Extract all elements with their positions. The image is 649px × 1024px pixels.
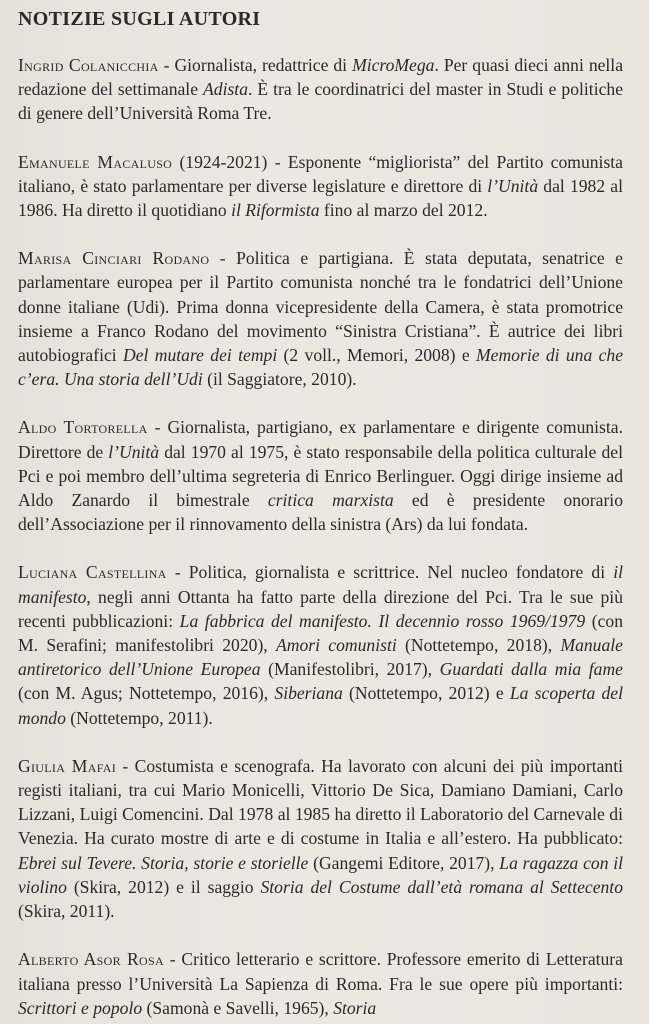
italic-title: Del mutare dei tempi: [123, 345, 278, 366]
italic-title: Siberiana: [274, 683, 343, 704]
entry-text: (Samonà e Savelli, 1965),: [142, 997, 334, 1018]
entry-text: fino al marzo del 2012.: [319, 200, 488, 221]
italic-title: Storia: [333, 997, 377, 1018]
author-name: Luciana Castellina: [18, 562, 167, 583]
entry-text: (Gangemi Editore, 2017),: [308, 852, 500, 873]
author-entry: [18, 947, 623, 1020]
italic-title: Amori comunisti: [276, 635, 397, 656]
entry-text: (2 voll., Memori, 2008) e: [277, 345, 476, 366]
entry-text: (Nottetempo, 2011).: [65, 707, 213, 728]
entry-text: . È tra le coordinatrici del master in Studi e politiche di genere dell’Università Roma Tre.: [18, 79, 623, 124]
italic-title: il Riformista: [231, 200, 320, 221]
italic-title: critica marxista: [267, 490, 394, 511]
italic-title: l’Unità: [108, 441, 160, 462]
author-name: Giulia Mafai: [18, 755, 117, 776]
entry-text: (con M. Agus; Nottetempo, 2016),: [18, 683, 275, 704]
entry-text: (Skira, 2011).: [18, 901, 115, 922]
italic-title: Ebrei sul Tevere. Storia, storie e storielle: [18, 852, 309, 873]
entry-text: (Skira, 2012) e il saggio: [66, 876, 261, 897]
entry-text: (Nottetempo, 2012) e: [342, 683, 510, 704]
italic-title: Guardati dalla mia fame: [439, 659, 623, 680]
entry-text: - Critico letterario e scrittore. Professore emerito di Letteratura italiana presso l’Università La Sapienza di Roma. Fra le sue opere più importanti:: [18, 949, 623, 994]
entry-text: - Giornalista, redattrice di: [158, 55, 353, 75]
entry-text: ed è presidente onorario dell’Associazione per il rinnovamento della sinistra (Ars) da lui fondata.: [18, 490, 623, 535]
entry-text: (Nottetempo, 2018),: [396, 635, 561, 656]
italic-title: Scrittori e popolo: [18, 997, 143, 1018]
author-entry: [18, 53, 623, 126]
author-name: Emanuele Macaluso: [18, 151, 173, 172]
author-entry: [18, 415, 623, 536]
entry-text: - Costumista e scenografa. Ha lavorato con alcuni dei più importanti registi italiani, tra cui Mario Monicelli, Vittorio De Sica, Damiano Damiani, Carlo Lizzani, Luigi Comencini. Dal 1978 al 1985 ha diretto il Laboratorio del Carnevale di Venezia. Ha curato mostre di arte e di costume in Italia e all’estero. Ha pubblicato:: [18, 755, 623, 849]
author-entry: [18, 754, 623, 923]
page-title: NOTIZIE SUGLI AUTORI: [18, 8, 261, 30]
italic-title: Memorie di una che c’era. Una storia dell’Udi: [18, 345, 624, 390]
italic-title: il manifesto: [18, 562, 623, 607]
entry-text: , negli anni Ottanta ha fatto parte della direzione del Pci. Tra le sue più recenti pubblicazioni:: [18, 586, 623, 631]
italic-title: La scoperta del mondo: [18, 683, 623, 728]
italic-title: Adista: [203, 79, 248, 100]
entry-text: (Manifestolibri, 2017),: [260, 659, 440, 680]
italic-title: l’Unità: [487, 175, 539, 196]
author-entry: [18, 150, 623, 223]
author-name: Aldo Tortorella: [18, 417, 148, 438]
italic-title: Storia del Costume dall’età romana al Settecento: [260, 876, 623, 897]
italic-title: La fabbrica del manifesto. Il decennio rosso 1969/1979: [179, 610, 586, 631]
italic-title: La ragazza con il violino: [18, 852, 624, 897]
entry-text: - Giornalista, partigiano, ex parlamentare e dirigente comunista. Direttore de: [18, 417, 623, 462]
author-name: Alberto Asor Rosa: [18, 949, 164, 970]
entry-text: (il Saggiatore, 2010).: [202, 369, 357, 390]
entry-text: - Politica, giornalista e scrittrice. Nel nucleo fondatore di: [166, 562, 614, 583]
italic-title: MicroMega: [352, 55, 435, 75]
entry-text: dal 1970 al 1975, è stato responsabile della politica culturale del Pci e poi membro dell’ultima segreteria di Enrico Berlinguer. Oggi dirige insieme ad Aldo Zanardo il bimestrale: [18, 441, 623, 511]
entry-text: dal 1982 al 1986. Ha diretto il quotidiano: [18, 175, 623, 221]
italic-title: Manuale antiretorico dell’Unione Europea: [18, 635, 623, 680]
entry-text: - Politica e partigiana. È stata deputata, senatrice e parlamentare europea per il Partito comunista nonché tra le fondatrici dell’Unione donne italiane (Udi). Prima donna vicepresidente della Camera, è stata promotrice insieme a Franco Rodano del movimento “Sinistra Cristiana”. È autrice dei libri autobiografici: [18, 248, 623, 366]
entry-text: (1924-2021) - Esponente “migliorista” del Partito comunista italiano, è stato parlamentare per diverse legislature e direttore di: [18, 151, 623, 196]
author-name: Ingrid Colanicchia: [18, 55, 159, 75]
author-name: Marisa Cinciari Rodano: [18, 248, 210, 269]
entry-text: (con M. Serafini; manifestolibri 2020),: [18, 610, 623, 656]
entry-text: . Per quasi dieci anni nella redazione del settimanale: [18, 55, 624, 100]
author-entry: [18, 560, 623, 729]
author-entry: [18, 246, 623, 391]
